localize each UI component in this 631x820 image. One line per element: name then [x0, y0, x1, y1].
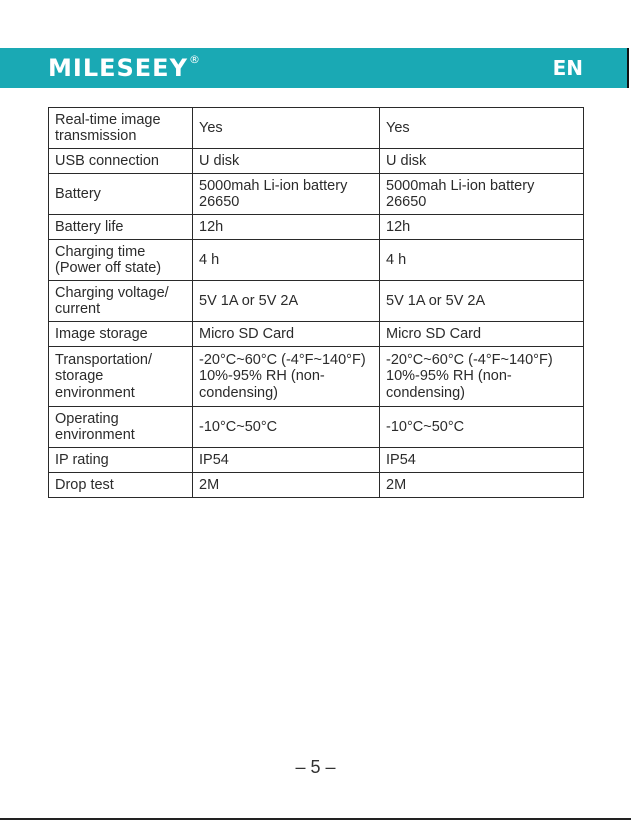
- row-value-b: Yes: [380, 108, 584, 149]
- table-row: [49, 473, 584, 498]
- row-label: IP rating: [49, 448, 193, 473]
- row-value-b: Micro SD Card: [380, 322, 584, 347]
- table-row: [49, 215, 584, 240]
- row-value-a: 12h: [193, 215, 380, 240]
- row-value-b: IP54: [380, 448, 584, 473]
- row-label: Image storage: [49, 322, 193, 347]
- row-label: Battery: [49, 174, 193, 215]
- row-value-b: 5000mah Li-ion battery 26650: [380, 174, 584, 215]
- row-value-a: 5V 1A or 5V 2A: [193, 281, 380, 322]
- row-value-b: 5V 1A or 5V 2A: [380, 281, 584, 322]
- page-number: – 5 –: [295, 757, 336, 777]
- row-value-b: 4 h: [380, 240, 584, 281]
- row-label: Operating environment: [49, 407, 193, 448]
- row-value-a: -10°C~50°C: [193, 407, 380, 448]
- row-value-a: 4 h: [193, 240, 380, 281]
- edge-rule: [627, 48, 629, 88]
- row-label: Drop test: [49, 473, 193, 498]
- table-row: [49, 108, 584, 149]
- row-value-a: U disk: [193, 149, 380, 174]
- registered-mark: ®: [188, 53, 201, 66]
- table-row: [49, 407, 584, 448]
- table-row: [49, 281, 584, 322]
- row-value-b: U disk: [380, 149, 584, 174]
- row-value-a: 5000mah Li-ion battery 26650: [193, 174, 380, 215]
- brand-logo: [48, 52, 201, 84]
- row-value-a: 2M: [193, 473, 380, 498]
- language-label: EN: [552, 56, 583, 80]
- table-row: [49, 448, 584, 473]
- row-value-a: -20°C~60°C (-4°F~140°F) 10%-95% RH (non-condensing): [193, 347, 380, 407]
- row-value-a: Micro SD Card: [193, 322, 380, 347]
- table-row: [49, 322, 584, 347]
- spec-table: [48, 107, 584, 498]
- row-label: Real-time image transmission: [49, 108, 193, 149]
- row-label: Battery life: [49, 215, 193, 240]
- header-bar: [0, 48, 627, 88]
- row-label: USB connection: [49, 149, 193, 174]
- row-label: Charging time (Power off state): [49, 240, 193, 281]
- row-value-b: -10°C~50°C: [380, 407, 584, 448]
- row-value-b: 2M: [380, 473, 584, 498]
- table-row: [49, 174, 584, 215]
- row-label: Charging voltage/ current: [49, 281, 193, 322]
- row-value-b: 12h: [380, 215, 584, 240]
- row-value-a: IP54: [193, 448, 380, 473]
- brand-name: MILESEEY: [48, 54, 188, 82]
- row-value-a: Yes: [193, 108, 380, 149]
- table-row: [49, 240, 584, 281]
- row-value-b: -20°C~60°C (-4°F~140°F) 10%-95% RH (non-condensing): [380, 347, 584, 407]
- table-row: [49, 149, 584, 174]
- row-label: Transportation/ storage environment: [49, 347, 193, 407]
- table-row: [49, 347, 584, 407]
